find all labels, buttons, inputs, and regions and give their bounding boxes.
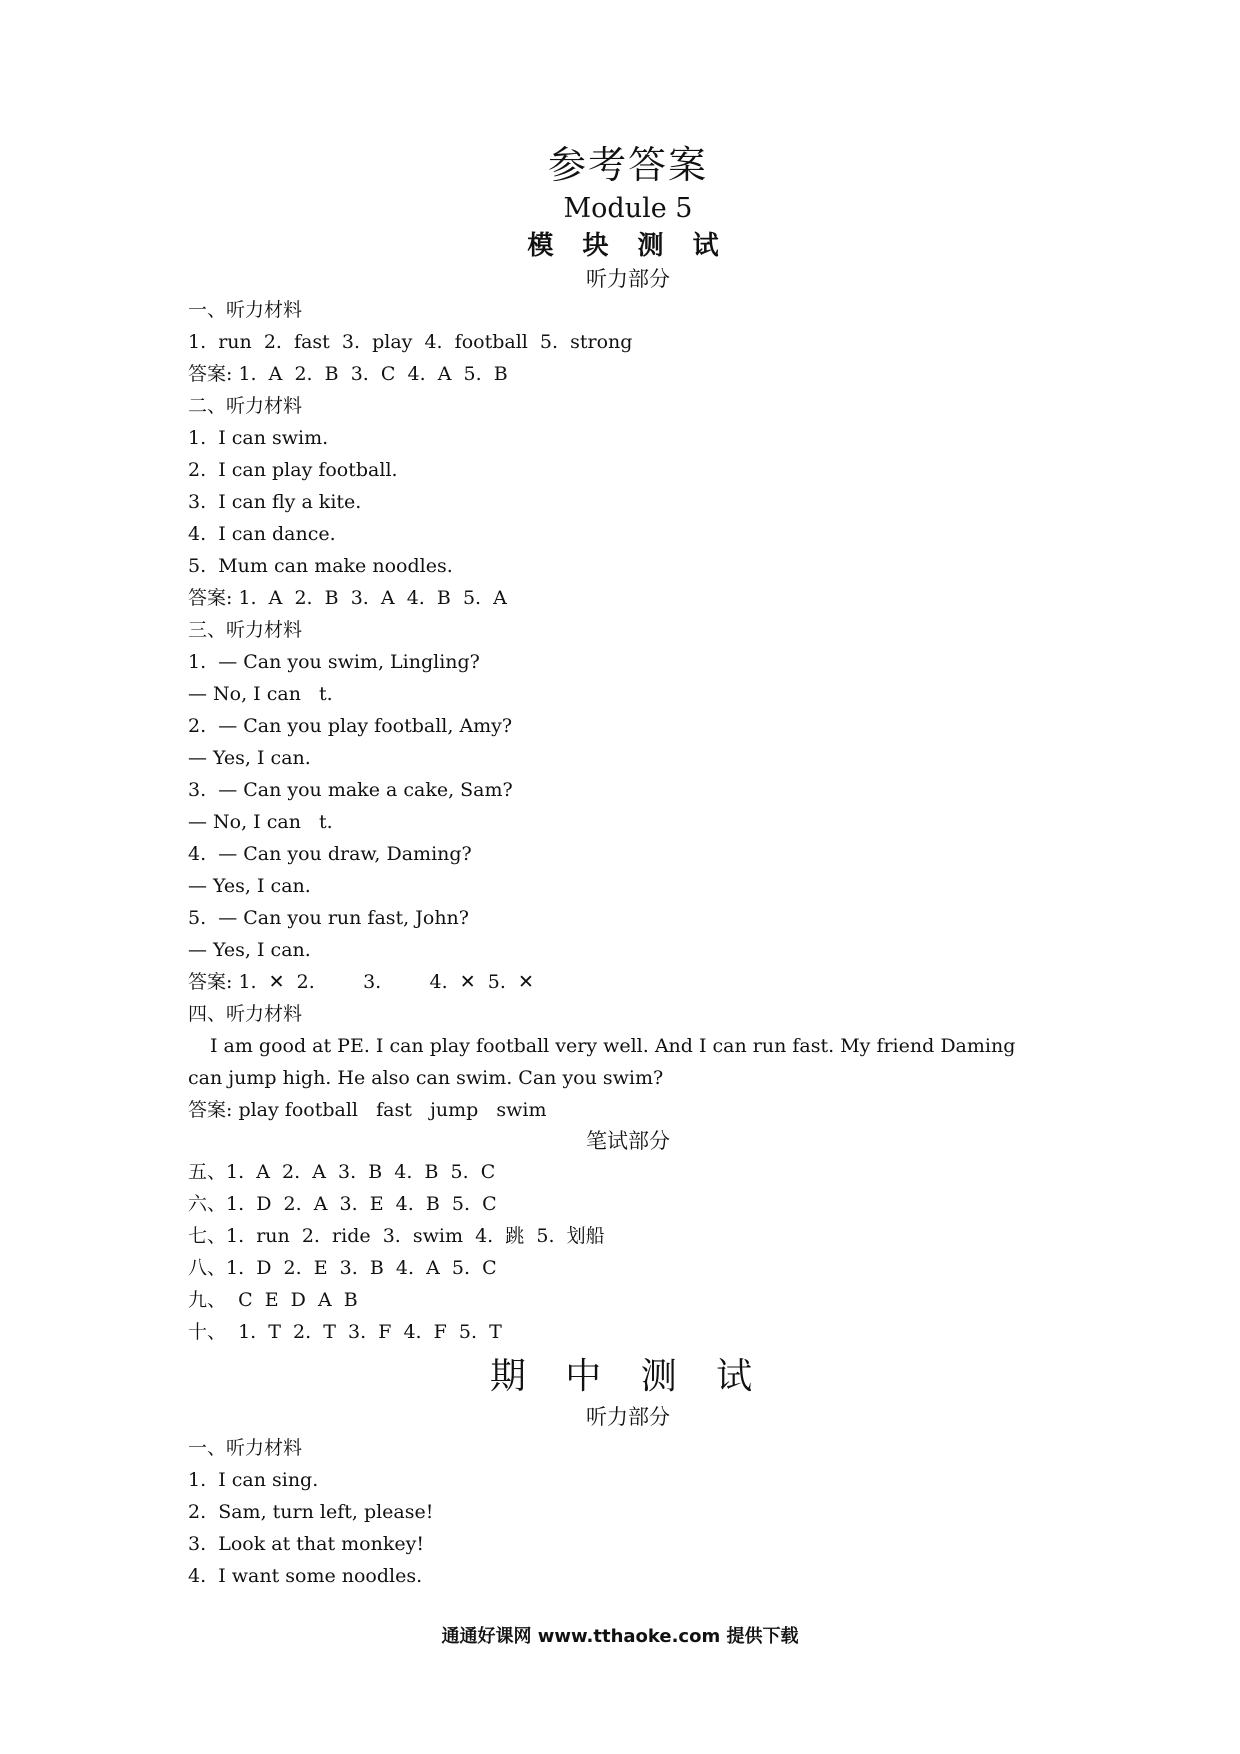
answer-line: 1. run 2. fast 3. play 4. football 5. strong (188, 331, 633, 353)
module-test-title: 模 块 测 试 (527, 231, 729, 261)
footer-source: 通通好课网 www.tthaoke.com 提供下载 (441, 1626, 799, 1647)
answer-line: 一、听力材料 (188, 1437, 303, 1459)
paragraph-line: can jump high. He also can swim. Can you swim? (188, 1067, 664, 1089)
paragraph-line: I am good at PE. I can play football very well. And I can run fast. My friend Daming (210, 1035, 1016, 1057)
answer-line: 答案: 1. A 2. B 3. C 4. A 5. B (188, 363, 508, 385)
written-section-heading: 笔试部分 (586, 1129, 670, 1153)
answer-line: — No, I can t. (188, 683, 333, 705)
answer-line: 五、1. A 2. A 3. B 4. B 5. C (188, 1161, 496, 1183)
answer-line: 答案: play football fast jump swim (188, 1099, 547, 1121)
answer-line: 2. — Can you play football, Amy? (188, 715, 513, 737)
answer-line: 三、听力材料 (188, 619, 303, 641)
module-title: Module 5 (563, 193, 693, 224)
answer-line: 4. I want some noodles. (188, 1565, 423, 1587)
answer-line: 十、 1. T 2. T 3. F 4. F 5. T (188, 1321, 502, 1343)
answer-line: 5. Mum can make noodles. (188, 555, 453, 577)
answer-line: 5. — Can you run fast, John? (188, 907, 469, 929)
answer-line: 八、1. D 2. E 3. B 4. A 5. C (188, 1257, 497, 1279)
answer-line: 2. Sam, turn left, please! (188, 1501, 434, 1523)
answer-line: 1. I can swim. (188, 427, 329, 449)
answer-line: 九、 C E D A B (188, 1289, 358, 1311)
answer-line: 七、1. run 2. ride 3. swim 4. 跳 5. 划船 (188, 1225, 605, 1247)
answer-line: 一、听力材料 (188, 299, 303, 321)
answer-line: 答案: 1. ✕ 2. 3. 4. ✕ 5. ✕ (188, 971, 534, 993)
answer-page (188, 140, 1068, 1592)
midterm-answers (188, 1432, 1068, 1592)
listening-section-heading: 听力部分 (586, 267, 670, 291)
answer-line: 4. I can dance. (188, 523, 336, 545)
answer-line: 2. I can play football. (188, 459, 398, 481)
answer-line: — No, I can t. (188, 811, 333, 833)
page-title: 参考答案 (547, 143, 708, 187)
answer-line: 3. — Can you make a cake, Sam? (188, 779, 513, 801)
answer-line: 六、1. D 2. A 3. E 4. B 5. C (188, 1193, 497, 1215)
answer-line: 4. — Can you draw, Daming? (188, 843, 472, 865)
answer-line: 四、听力材料 (188, 1003, 303, 1025)
answer-line: 二、听力材料 (188, 395, 303, 417)
answer-line: 3. Look at that monkey! (188, 1533, 424, 1555)
midterm-title: 期 中 测 试 (489, 1356, 767, 1397)
answer-line: 3. I can fly a kite. (188, 491, 362, 513)
module-test-answers (188, 294, 1068, 1348)
answer-line: 答案: 1. A 2. B 3. A 4. B 5. A (188, 587, 507, 609)
midterm-listening-heading: 听力部分 (586, 1405, 670, 1429)
answer-line: — Yes, I can. (188, 939, 311, 961)
answer-line: 1. I can sing. (188, 1469, 319, 1491)
answer-line: — Yes, I can. (188, 747, 311, 769)
answer-line: 1. — Can you swim, Lingling? (188, 651, 480, 673)
answer-line: — Yes, I can. (188, 875, 311, 897)
